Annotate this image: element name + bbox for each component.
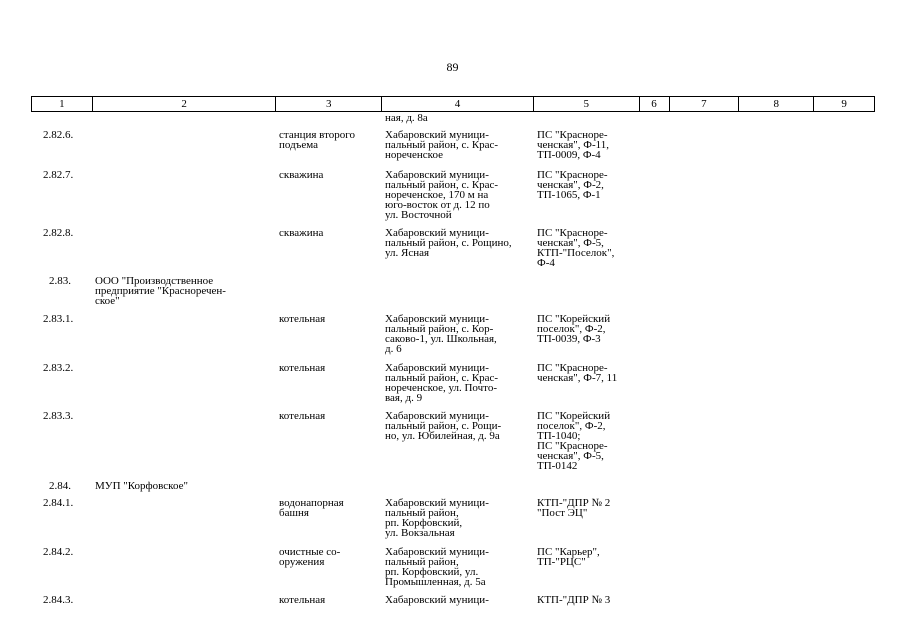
object-cell: скважина <box>279 227 324 239</box>
column-header: 9 <box>813 97 874 111</box>
object-cell <box>275 481 381 498</box>
object-cell <box>275 276 381 314</box>
power-source-cell <box>533 481 639 498</box>
power-source-cell: ПС "Красноре- ченская", Ф-11, ТП-0009, Ф-4 <box>537 129 609 161</box>
power-source-cell: КТП-"ДПР № 2 "Пост ЭЦ" <box>537 497 611 519</box>
column-header: 7 <box>669 97 739 111</box>
table-row <box>31 481 875 498</box>
address-cell <box>381 481 533 498</box>
address-cell: ная, д. 8а <box>385 112 428 124</box>
organization-cell <box>91 363 275 411</box>
organization-cell <box>91 595 275 609</box>
power-source-cell <box>533 113 639 130</box>
organization-cell <box>91 170 275 228</box>
organization-cell <box>91 498 275 547</box>
address-cell <box>381 276 533 314</box>
organization-cell <box>91 113 275 130</box>
power-source-cell: ПС "Корейский поселок", Ф-2, ТП-1040; ПС "Красноре- ченская", Ф-5, ТП-0142 <box>537 410 611 472</box>
organization-cell: МУП "Корфовское" <box>95 480 188 492</box>
organization-cell <box>91 547 275 595</box>
object-cell: котельная <box>279 313 326 325</box>
power-source-cell: ПС "Карьер", ТП-"РЦС" <box>537 546 600 568</box>
column-header: 8 <box>738 97 813 111</box>
object-cell: котельная <box>279 410 326 422</box>
column-header: 4 <box>381 97 533 111</box>
address-cell: Хабаровский муници- <box>385 594 489 606</box>
table-row <box>31 113 875 130</box>
power-source-cell <box>533 276 639 314</box>
object-cell: станция второго подъема <box>279 129 355 151</box>
power-source-cell: КТП-"ДПР № 3 <box>537 594 611 606</box>
row-number: 2.83.1. <box>43 313 74 325</box>
column-header: 1 <box>59 98 65 110</box>
table-row <box>31 363 875 411</box>
row-number: 2.84.2. <box>43 546 74 558</box>
address-cell: Хабаровский муници- пальный район, с. Крас- нореченское <box>385 129 499 161</box>
power-source-cell: ПС "Красноре- ченская", Ф-5, КТП-"Поселок", Ф-4 <box>537 227 615 269</box>
row-number: 2.82.7. <box>43 169 74 181</box>
object-cell: водонапорная башня <box>279 497 344 519</box>
table-row <box>31 130 875 170</box>
address-cell: Хабаровский муници- пальный район, с. Крас- нореченское, 170 м на юго-восток от д. 12 по ул. Восточной <box>385 169 499 221</box>
address-cell: Хабаровский муници- пальный район, рп. Корфовский, ул. Промышленная, д. 5а <box>385 546 489 588</box>
row-number: 2.82.8. <box>43 227 74 239</box>
object-cell: очистные со- оружения <box>279 546 341 568</box>
table-body <box>31 113 875 609</box>
table-row <box>31 276 875 314</box>
organization-cell <box>91 228 275 276</box>
row-number: 2.83.2. <box>43 362 74 374</box>
table-row <box>31 228 875 276</box>
address-cell: Хабаровский муници- пальный район, с. Рощи- но, ул. Юбилейная, д. 9а <box>385 410 502 442</box>
column-header: 6 <box>639 97 669 111</box>
address-cell: Хабаровский муници- пальный район, с. Кор- саково-1, ул. Школьная, д. 6 <box>385 313 497 355</box>
section-number: 2.84. <box>49 480 71 492</box>
organization-cell: ООО "Производственное предприятие "Красноречен- ское" <box>95 275 226 307</box>
object-cell: котельная <box>279 362 326 374</box>
organization-cell <box>91 314 275 363</box>
table-row <box>31 547 875 595</box>
power-source-cell: ПС "Корейский поселок", Ф-2, ТП-0039, Ф-3 <box>537 313 611 345</box>
address-cell: Хабаровский муници- пальный район, с. Крас- нореченское, ул. Почто- вая, д. 9 <box>385 362 499 404</box>
table-header <box>31 96 875 112</box>
object-cell: котельная <box>279 594 326 606</box>
column-header: 2 <box>92 97 276 111</box>
table-row <box>31 595 875 609</box>
power-source-cell: ПС "Красноре- ченская", Ф-7, 11 <box>537 362 618 384</box>
power-source-cell: ПС "Красноре- ченская", Ф-2, ТП-1065, Ф-1 <box>537 169 608 201</box>
column-header: 3 <box>275 97 381 111</box>
section-number: 2.83. <box>49 275 71 287</box>
table-row <box>31 411 875 481</box>
table-row <box>31 170 875 228</box>
page-number: 89 <box>446 60 459 74</box>
table-row <box>31 498 875 547</box>
row-number: 2.84.3. <box>43 594 74 606</box>
row-number: 2.82.6. <box>43 129 74 141</box>
organization-cell <box>91 411 275 481</box>
organization-cell <box>91 130 275 170</box>
table-row <box>31 314 875 363</box>
object-cell: скважина <box>279 169 324 181</box>
address-cell: Хабаровский муници- пальный район, с. Рощино, ул. Ясная <box>385 227 512 259</box>
object-cell <box>275 113 381 130</box>
row-number: 2.84.1. <box>43 497 74 509</box>
row-number: 2.83.3. <box>43 410 74 422</box>
row-number <box>31 113 91 130</box>
address-cell: Хабаровский муници- пальный район, рп. Корфовский, ул. Вокзальная <box>385 497 489 539</box>
column-header: 5 <box>533 97 639 111</box>
